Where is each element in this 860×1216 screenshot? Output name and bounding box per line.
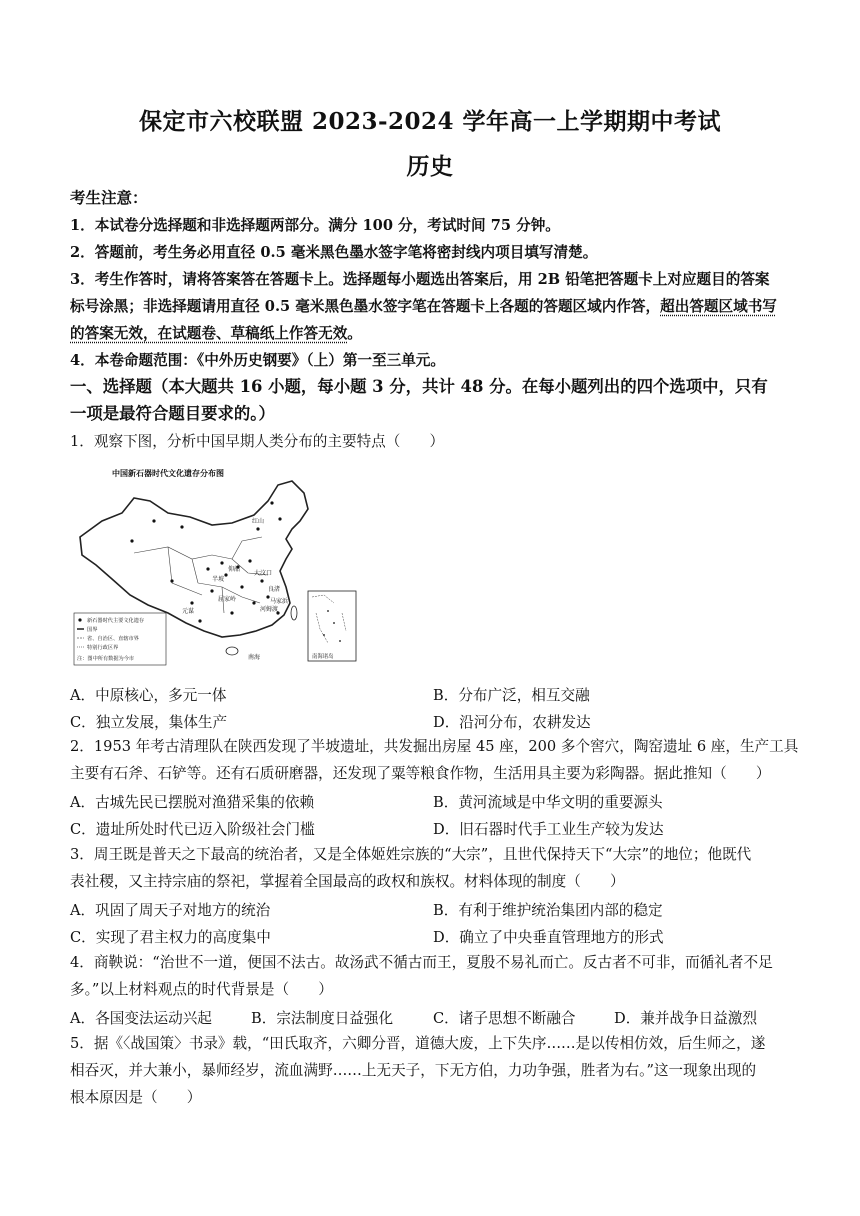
question-3-line-2: 表社稷，又主持宗庙的祭祀，掌握着全国最高的政权和族权。材料体现的制度（ ）	[70, 873, 625, 890]
question-1-option-c: C．独立发展，集体生产	[70, 714, 228, 731]
taiwan-island	[291, 606, 297, 620]
map-label-hongshan: 红山	[252, 518, 265, 525]
notice-item-4: 4．本卷命题范围：《中外历史钢要》（上）第一至三单元。	[70, 352, 445, 369]
exam-title: 保定市六校联盟 2023-2024 学年高一上学期期中考试	[138, 108, 722, 135]
legend-sites: 新石器时代主要文化遗存	[87, 618, 145, 624]
notice-emphasis-2: 的答案无效，在试题卷、草稿纸上作答无效	[70, 325, 348, 342]
question-2-option-d: D．旧石器时代手工业生产较为发达	[433, 821, 664, 838]
question-2-option-a: A．古城先民已摆脱对渔猎采集的依赖	[70, 794, 315, 811]
hainan-island	[226, 647, 238, 655]
legend-note: 注：图中所有数据为今市	[77, 656, 135, 662]
question-3-option-a: A．巩固了周天子对地方的统治	[70, 902, 271, 919]
exam-subject: 历史	[406, 153, 454, 180]
question-2-line-1: 2．1953 年考古清理队在陕西发现了半坡遗址，共发掘出房屋 45 座，200 多个窖穴，陶窑遗址 6 座，生产工具	[70, 738, 799, 755]
question-4-line-2: 多。”以上材料观点的时代背景是（ ）	[70, 981, 333, 998]
question-5-line-1: 5．据《〈战国策〉书录》载，“田氏取齐，六卿分晋，道德大废，上下失序……是以传相仿效，后生师之，遂	[70, 1035, 766, 1052]
legend-national-border: 国界	[87, 627, 98, 633]
notice-item-3-line-3	[70, 324, 794, 344]
legend-province-border: 省、自治区、直辖市界	[87, 636, 139, 642]
question-5-line-2: 相吞灭，并大兼小，暴师经岁，流血满野……上无天子，下无方伯，力功争强，胜者为右。”这一现象出现的	[70, 1062, 757, 1079]
question-4-option-d: D．兼并战争日益激烈	[614, 1010, 758, 1027]
notice-emphasis-1: 超出答题区域书写	[660, 298, 777, 315]
map-label-hemudu: 河姆渡	[260, 606, 279, 613]
notice-item-2: 2．答题前，考生务必用直径 0.5 毫米黑色墨水签字笔将密封线内项目填写清楚。	[70, 244, 598, 261]
inset-label: 南海诸岛	[312, 654, 334, 660]
question-1-stem: 1．观察下图，分析中国早期人类分布的主要特点（ ）	[70, 433, 445, 450]
question-4-option-b: B．宗法制度日益强化	[251, 1010, 394, 1027]
china-neolithic-map	[72, 463, 360, 669]
map-label-yuanmou: 元谋	[182, 608, 195, 615]
map-legend	[74, 613, 166, 665]
map-label-banpo: 半坡	[212, 576, 225, 583]
notice-heading: 考生注意：	[70, 188, 148, 207]
question-3-line-1: 3．周王既是普天之下最高的统治者，又是全体姬姓宗族的“大宗”，且世代保持天下“大宗”的地位；他既代	[70, 846, 752, 863]
map-label-dawenkou: 大汶口	[254, 570, 273, 577]
question-3-option-b: B．有利于维护统治集团内部的稳定	[433, 902, 663, 919]
question-3-option-d: D．确立了中央垂直管理地方的形式	[433, 929, 664, 946]
notice-item-3-end: 。	[347, 325, 362, 342]
south-china-sea-inset	[308, 591, 356, 661]
section-heading-line-2: 一项是最符合题目要求的。）	[70, 404, 275, 423]
question-2-option-c: C．遗址所处时代已迈入阶级社会门槛	[70, 821, 315, 838]
question-2-option-b: B．黄河流域是中华文明的重要源头	[433, 794, 663, 811]
question-4-option-a: A．各国变法运动兴起	[70, 1010, 212, 1027]
section-heading-line-1: 一、选择题（本大题共 16 小题，每小题 3 分，共计 48 分。在每小题列出的四个选项中，只有	[70, 377, 768, 396]
map-label-yangshao: 仰韶	[228, 566, 241, 573]
question-3-option-c: C．实现了君主权力的高度集中	[70, 929, 271, 946]
map-label-qujialing: 屈家岭	[218, 596, 237, 603]
map-label-majiabang: 马家浜	[270, 598, 289, 605]
legend-sar-border: 特别行政区界	[87, 645, 119, 651]
question-4-option-c: C．诸子思想不断融合	[433, 1010, 576, 1027]
question-1-option-b: B．分布广泛，相互交融	[433, 687, 590, 704]
question-2-line-2: 主要有石斧、石铲等。还有石质研磨器，还发现了粟等粮食作物，生活用具主要为彩陶器。据此推知（ ）	[70, 765, 771, 782]
question-5-line-3: 根本原因是（ ）	[70, 1089, 202, 1106]
map-label-liangzhu: 良渚	[268, 586, 281, 593]
province-boundaries	[134, 537, 268, 613]
question-4-line-1: 4．商鞅说：“治世不一道，便国不法古。故汤武不循古而王，夏殷不易礼而亡。反古者不可非，而循礼者不足	[70, 954, 773, 971]
map-label-nanhai: 南海	[248, 654, 261, 661]
map-title: 中国新石器时代文化遗存分布图	[112, 469, 224, 478]
question-1-option-d: D．沿河分布，农耕发达	[433, 714, 591, 731]
notice-item-1: 1．本试卷分选择题和非选择题两部分。满分 100 分，考试时间 75 分钟。	[70, 217, 560, 234]
notice-item-3-line-2	[70, 297, 794, 317]
question-1-option-a: A．中原核心，多元一体	[70, 687, 227, 704]
notice-item-3-line-1: 3．考生作答时，请将答案答在答题卡上。选择题每小题选出答案后，用 2B 铅笔把答题卡上对应题目的答案	[70, 271, 770, 288]
notice-item-3-line-2-text: 标号涂黑；非选择题请用直径 0.5 毫米黑色墨水签字笔在答题卡上各题的答题区域内作答，	[70, 298, 661, 315]
